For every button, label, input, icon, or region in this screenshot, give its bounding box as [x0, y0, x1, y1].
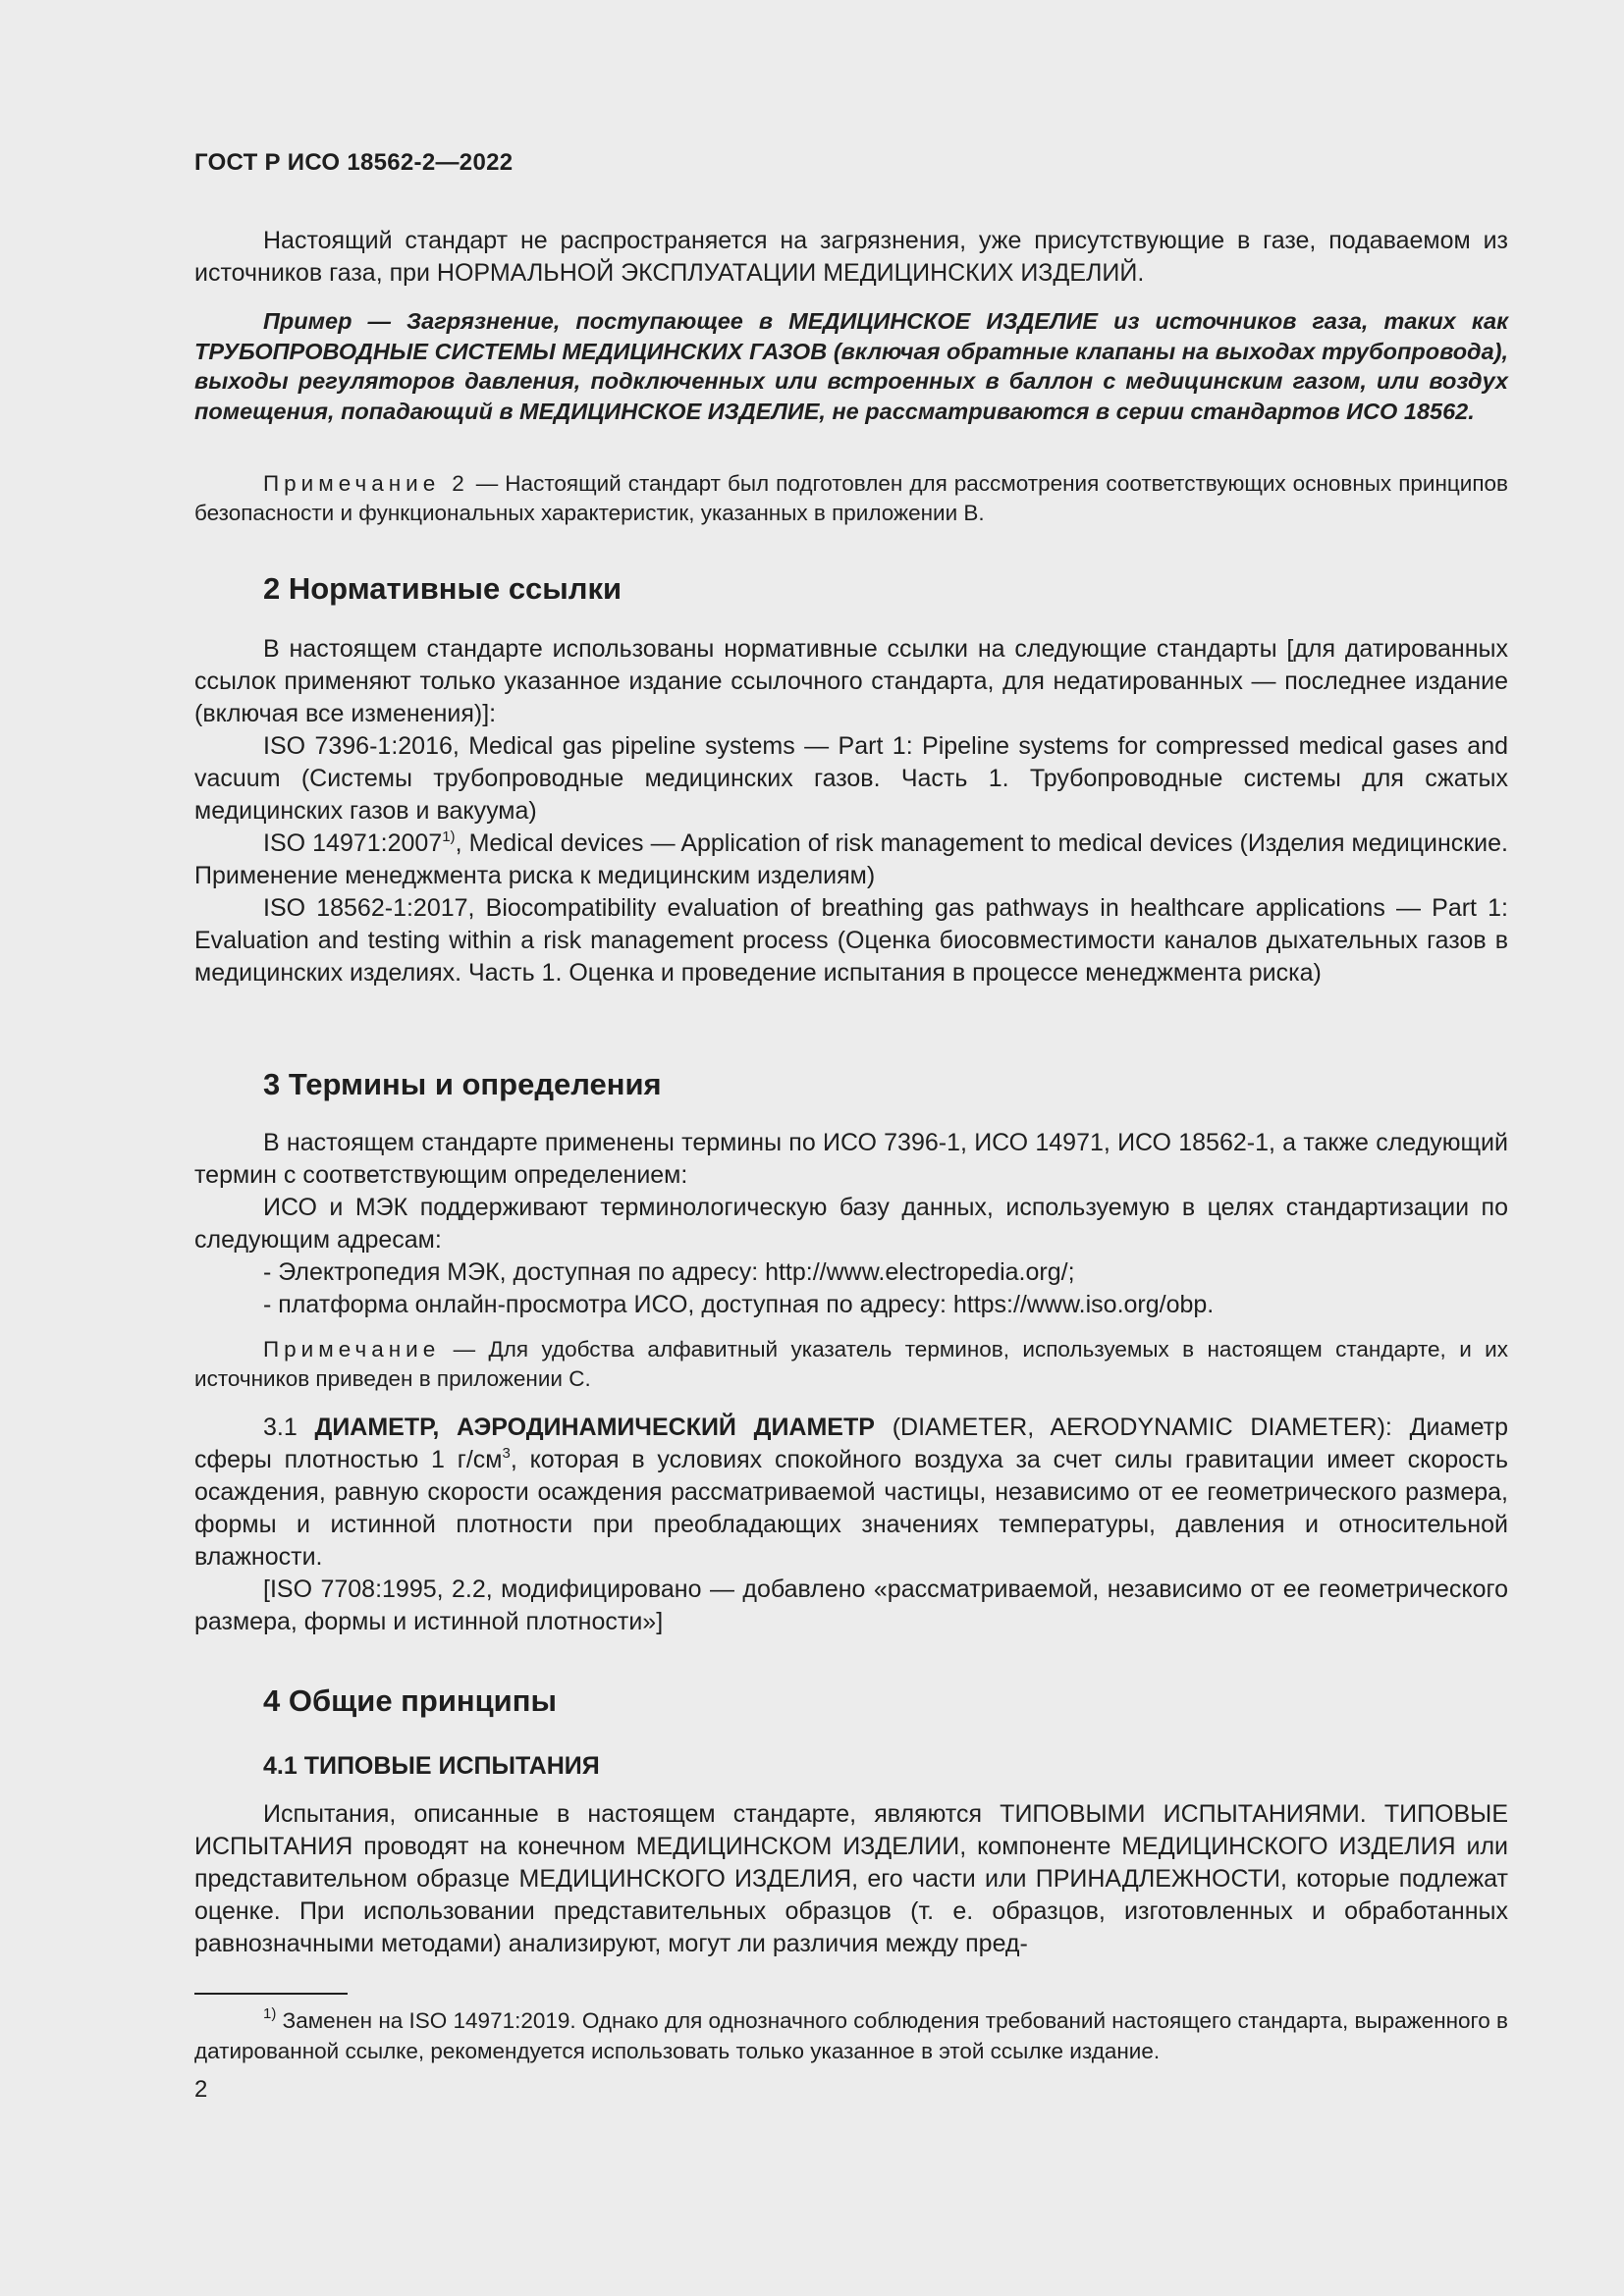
ref2-text: , Medical devices — Application of risk management to medical devices (Изделия медицинские. Применение менеджмента риска к медицинским изделиям) [194, 829, 1508, 889]
term-number: 3.1 [263, 1414, 315, 1441]
footnote-divider [194, 1993, 348, 1995]
list-item-electropedia: - Электропедия МЭК, доступная по адресу: http://www.electropedia.org/; [263, 1258, 1075, 1286]
section-3-heading: 3 Термины и определения [263, 1067, 662, 1101]
section-4-1-paragraph: Испытания, описанные в настоящем стандарте, являются ТИПОВЫМИ ИСПЫТАНИЯМИ. ТИПОВЫЕ ИСПЫТАНИЯ проводят на конечном МЕДИЦИНСКОМ ИЗДЕЛИИ, компоненте МЕДИЦИНСКОГО ИЗДЕЛИЯ или представительном образце МЕДИЦИНСКОГО ИЗДЕЛИЯ, его части или ПРИНАДЛЕЖНОСТИ, которые подлежат оценке. При использовании представительных образцов (т. е. образцов, изготовленных и обработанных равнозначными методами) анализируют, могут ли различия между пред- [194, 1800, 1508, 1957]
iso-iec-database: ИСО и МЭК поддерживают терминологическую базу данных, используемую в целях стандартизации по следующим адресам: [194, 1194, 1508, 1254]
page-number: 2 [194, 2076, 208, 2103]
reference-iso-14971 [194, 828, 1508, 892]
reference-iso-18562-1: ISO 18562-1:2017, Biocompatibility evaluation of breathing gas pathways in healthcare applications — Part 1: Evaluation and testing within a risk management process (Оценка биосовместимости каналов дыхательных газов в медицинских изделиях. Часть 1. Оценка и проведение испытания в процессе менеджмента риска) [194, 894, 1508, 987]
note-2-text: — Настоящий стандарт был подготовлен для рассмотрения соответствующих основных принципов безопасности и функциональных характеристик, указанных в приложении В. [194, 471, 1508, 525]
section-4-1-heading: 4.1 ТИПОВЫЕ ИСПЫТАНИЯ [263, 1752, 600, 1780]
example-paragraph: Пример — Загрязнение, поступающее в МЕДИЦИНСКОЕ ИЗДЕЛИЕ из источников газа, таких как ТРУБОПРОВОДНЫЕ СИСТЕМЫ МЕДИЦИНСКИХ ГАЗОВ (включая обратные клапаны на выходах трубопровода), выходы регуляторов давления, подключенных или встроенных в баллон с медицинским газом, или воздух помещения, попадающий в МЕДИЦИНСКОЕ ИЗДЕЛИЕ, не рассматриваются в серии стандартов ИСО 18562. [194, 308, 1508, 424]
note-2 [194, 469, 1508, 527]
note-text: — Для удобства алфавитный указатель терминов, используемых в настоящем стандарте, и их источников приведен в приложении С. [194, 1337, 1508, 1391]
section-4-heading: 4 Общие принципы [263, 1683, 557, 1718]
note-2-label: Примечание 2 [263, 471, 469, 496]
note-label: Примечание [263, 1337, 441, 1362]
footnote-ref-marker: 1) [442, 828, 456, 845]
intro-paragraph: Настоящий стандарт не распространяется на загрязнения, уже присутствующие в газе, подаваемом из источников газа, при НОРМАЛЬНОЙ ЭКСПЛУАТАЦИИ МЕДИЦИНСКИХ ИЗДЕЛИЙ. [194, 227, 1508, 287]
section-2-intro: В настоящем стандарте использованы нормативные ссылки на следующие стандарты [для датированных ссылок применяют только указанное издание ссылочного стандарта, для недатированных — последнее издание (включая все изменения)]: [194, 635, 1508, 727]
term-3-1 [194, 1412, 1508, 1574]
footnote-marker: 1) [263, 2005, 277, 2022]
term-superscript: 3 [502, 1445, 511, 1462]
list-item-iso-obp: - платформа онлайн-просмотра ИСО, доступная по адресу: https://www.iso.org/obp. [263, 1291, 1215, 1318]
term-source: [ISO 7708:1995, 2.2, модифицировано — добавлено «рассматриваемой, независимо от ее геометрического размера, формы и истинной плотности»] [194, 1575, 1508, 1635]
document-id: ГОСТ Р ИСО 18562-2—2022 [194, 149, 514, 176]
footnote [194, 2005, 1508, 2066]
section-3-intro: В настоящем стандарте применены термины по ИСО 7396-1, ИСО 14971, ИСО 18562-1, а также следующий термин с соответствующим определением: [194, 1129, 1508, 1189]
term-name: ДИАМЕТР, АЭРОДИНАМИЧЕСКИЙ ДИАМЕТР [314, 1414, 875, 1441]
ref2-code: ISO 14971:2007 [263, 829, 443, 857]
term-definition: , которая в условиях спокойного воздуха за счет силы гравитации имеет скорость осаждения, равную скорости осаждения рассматриваемой частицы, независимо от ее геометрического размера, формы и истинной плотности при преобладающих значениях температуры, давления и относительной влажности. [194, 1446, 1509, 1571]
section-3-note [194, 1335, 1508, 1393]
term-en: (DIAMETER, AERODYNAMIC DIAMETER): Диаметр сферы плотностью 1 г/см [194, 1414, 1509, 1473]
section-2-heading: 2 Нормативные ссылки [263, 571, 623, 606]
reference-iso-7396: ISO 7396-1:2016, Medical gas pipeline systems — Part 1: Pipeline systems for compressed medical gases and vacuum (Системы трубопроводные медицинских газов. Часть 1. Трубопроводные системы для сжатых медицинских газов и вакуума) [194, 732, 1508, 825]
footnote-text: Заменен на ISO 14971:2019. Однако для однозначного соблюдения требований настоящего стандарта, выраженного в датированной ссылке, рекомендуется использовать только указанное в этой ссылке издание. [194, 2008, 1508, 2063]
